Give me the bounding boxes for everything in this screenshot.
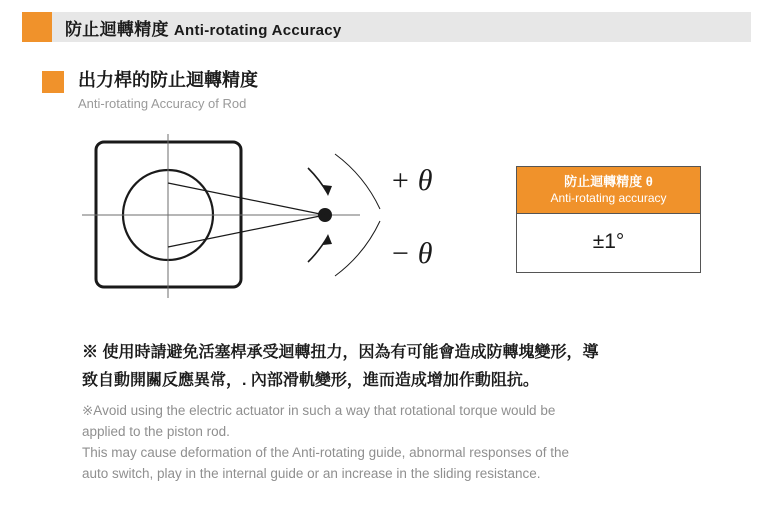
arc-lower-arrowhead bbox=[323, 234, 332, 245]
angle-ray-upper bbox=[168, 183, 325, 215]
spec-table-header bbox=[517, 167, 700, 214]
note-zh-line-1: ※ 使用時請避免活塞桿承受迴轉扭力，因為有可能會造成防轉塊變形，導 bbox=[82, 344, 599, 361]
diagram-svg bbox=[80, 134, 470, 304]
arc-upper bbox=[308, 168, 328, 194]
label-plus-theta: + θ bbox=[390, 164, 433, 197]
outer-arc-lower bbox=[335, 221, 380, 276]
spec-table bbox=[516, 166, 701, 273]
label-minus-theta: − θ bbox=[390, 237, 433, 270]
header-title bbox=[65, 15, 342, 40]
note-en-line-3: This may cause deformation of the Anti-rotating guide, abnormal responses of the bbox=[82, 445, 570, 460]
section-heading-texts bbox=[78, 68, 258, 114]
note-chinese bbox=[82, 339, 702, 395]
anti-rotating-diagram bbox=[80, 134, 470, 304]
section-title-en: Anti-rotating Accuracy of Rod bbox=[78, 96, 247, 111]
page-header bbox=[22, 12, 751, 42]
arc-lower bbox=[308, 236, 328, 262]
header-title-en: Anti-rotating Accuracy bbox=[173, 21, 342, 39]
angle-ray-lower bbox=[168, 215, 325, 247]
spec-header-en: Anti-rotating accuracy bbox=[550, 191, 667, 205]
section-accent-square bbox=[42, 71, 64, 93]
header-accent-square bbox=[22, 12, 52, 42]
spec-header-zh: 防止迴轉精度 θ bbox=[564, 174, 653, 189]
arc-upper-arrowhead bbox=[323, 185, 332, 196]
spec-value: ±1° bbox=[517, 214, 700, 272]
note-zh-line-2: 致自動開關反應異常，. 內部滑軌變形，進而造成增加作動阻抗。 bbox=[82, 372, 539, 389]
note-en-line-1: ※Avoid using the electric actuator in such a way that rotational torque would be bbox=[82, 403, 556, 418]
note-en-line-4: auto switch, play in the internal guide or an increase in the sliding resistance. bbox=[82, 466, 541, 481]
outer-arc-upper bbox=[335, 154, 380, 209]
header-title-zh: 防止迴轉精度 bbox=[65, 19, 169, 39]
note-english bbox=[82, 400, 702, 484]
section-title-zh: 出力桿的防止迴轉精度 bbox=[78, 70, 258, 90]
section-heading bbox=[42, 68, 258, 114]
note-en-line-2: applied to the piston rod. bbox=[82, 424, 230, 439]
